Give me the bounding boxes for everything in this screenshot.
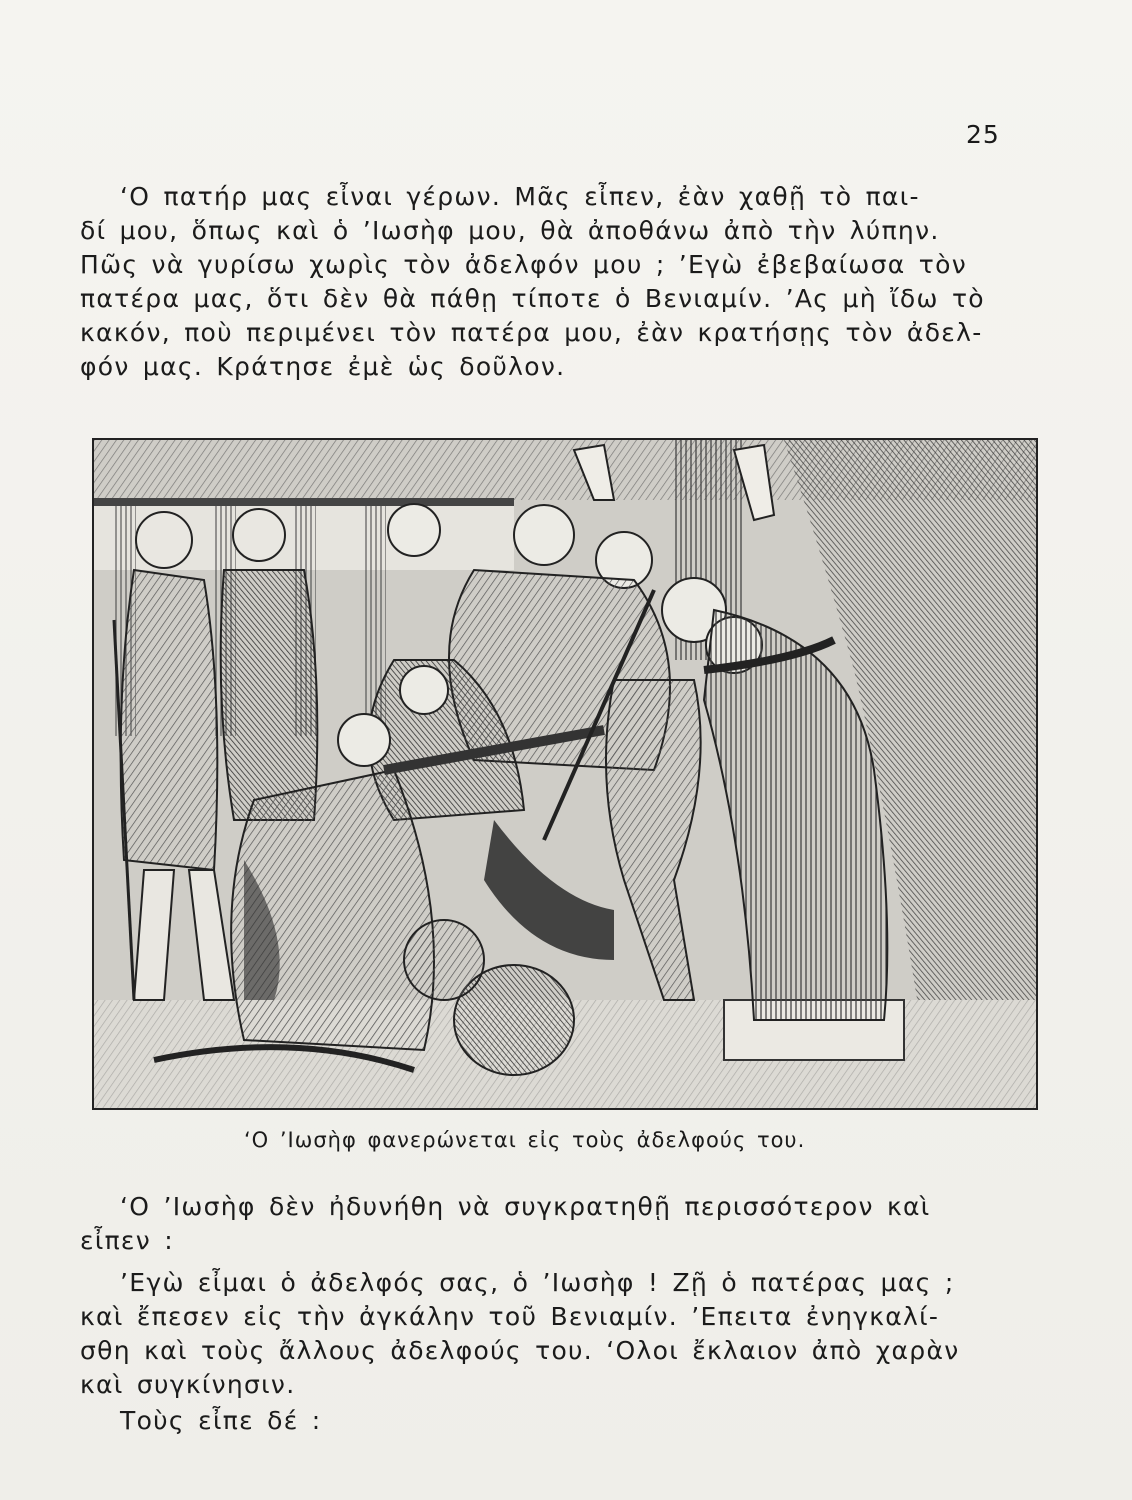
text-line: ‘Ο πατήρ μας εἶναι γέρων. Μᾶς εἶπεν, ἐὰν χαθῇ τὸ παι- <box>120 182 920 211</box>
paragraph-he-told-them <box>80 1404 1000 1438</box>
text-line: ‘Ο ’Ιωσὴφ δὲν ἠδυνήθη νὰ συγκρατηθῇ περισσότερον καὶ <box>120 1192 931 1221</box>
illustration-caption: ‘Ο ’Ιωσὴφ φανερώνεται εἰς τοὺς ἀδελφούς του. <box>244 1128 806 1152</box>
text-line: φόν μας. Κράτησε ἐμὲ ὡς δοῦλον. <box>80 352 566 381</box>
paragraph-i-am-joseph <box>80 1266 1000 1402</box>
text-line: καὶ ἔπεσεν εἰς τὴν ἀγκάλην τοῦ Βενιαμίν. ’Επειτα ἐνηγκαλί- <box>80 1302 940 1331</box>
paragraph-joseph-could-not-restrain <box>80 1190 1000 1258</box>
engraving-illustration <box>92 438 1038 1110</box>
text-line: πατέρα μας, ὅτι δὲν θὰ πάθῃ τίποτε ὁ Βενιαμίν. ’Ας μὴ ἴδω τὸ <box>80 284 985 313</box>
text-line: κακόν, ποὺ περιμένει τὸν πατέρα μου, ἐὰν κρατήσῃς τὸν ἀδελ- <box>80 318 983 347</box>
engraving-drawing <box>94 440 1036 1108</box>
text-line: δί μου, ὅπως καὶ ὁ ’Ιωσὴφ μου, θὰ ἀποθάνω ἀπὸ τὴν λύπην. <box>80 216 940 245</box>
text-line: Πῶς νὰ γυρίσω χωρὶς τὸν ἀδελφόν μου ; ’Εγὼ ἐβεβαίωσα τὸν <box>80 250 968 279</box>
paragraph-judah-plea <box>80 180 990 384</box>
text-line: εἶπεν : <box>80 1226 174 1255</box>
page-number: 25 <box>966 120 1000 149</box>
text-line: Τοὺς εἶπε δέ : <box>120 1406 322 1435</box>
text-line: σθη καὶ τοὺς ἄλλους ἀδελφούς του. ‘Ολοι ἔκλαιον ἀπὸ χαρὰν <box>80 1336 960 1365</box>
text-line: καὶ συγκίνησιν. <box>80 1370 296 1399</box>
text-line: ’Εγὼ εἶμαι ὁ ἀδελφός σας, ὁ ’Ιωσὴφ ! Ζῇ ὁ πατέρας μας ; <box>120 1268 955 1297</box>
